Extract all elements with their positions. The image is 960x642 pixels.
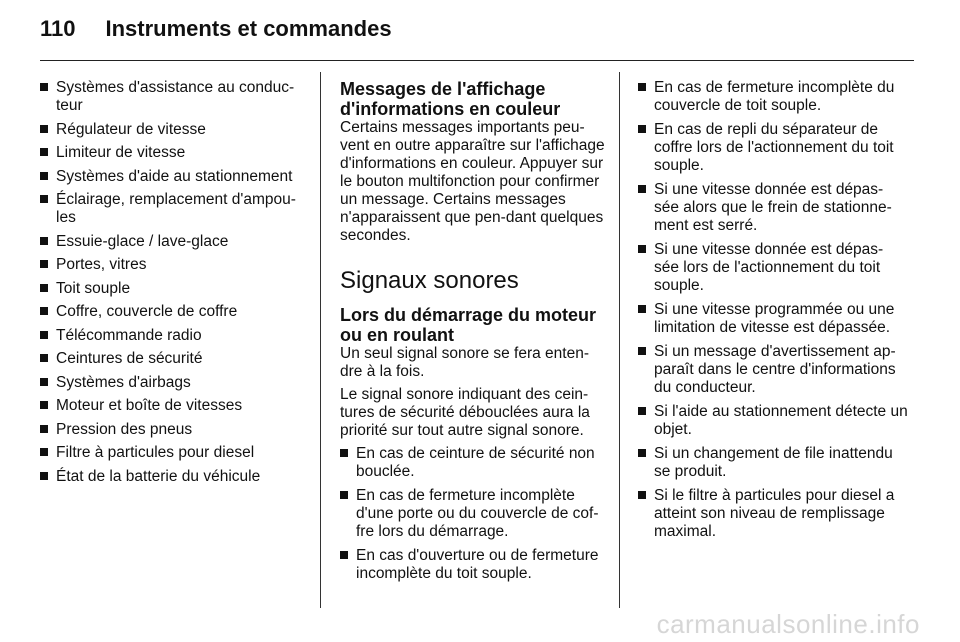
list-item: En cas de fermeture incomplète d'une porte ou du couvercle de cof-fre lors du démarrage. <box>340 487 606 541</box>
bullet-icon <box>40 472 48 480</box>
bullet-icon <box>40 148 48 156</box>
list-item: En cas de ceinture de sécurité non bouclée. <box>340 445 606 481</box>
bullet-icon <box>40 448 48 456</box>
signal-list <box>638 79 908 541</box>
list-item: Si une vitesse donnée est dépas-sée alors que le frein de stationne-ment est serré. <box>638 181 908 235</box>
list-item: Si une vitesse donnée est dépas-sée lors de l'actionnement du toit souple. <box>638 241 908 295</box>
list-item: Systèmes d'assistance au conduc-teur <box>40 79 308 115</box>
column-divider <box>320 72 321 608</box>
list-item: Moteur et boîte de vitesses <box>40 397 308 415</box>
list-item: Télécommande radio <box>40 327 308 345</box>
list-item: État de la batterie du véhicule <box>40 468 308 486</box>
bullet-icon <box>40 125 48 133</box>
section-heading: Messages de l'affichage d'informations en couleur <box>340 79 561 119</box>
bullet-icon <box>40 195 48 203</box>
bullet-icon <box>40 354 48 362</box>
bullet-icon <box>638 407 646 415</box>
list-item: Si l'aide au stationnement détecte un objet. <box>638 403 908 439</box>
bullet-icon <box>638 305 646 313</box>
list-item: Toit souple <box>40 280 308 298</box>
section-title: Signaux sonores <box>340 267 519 294</box>
list-item: Limiteur de vitesse <box>40 144 308 162</box>
bullet-icon <box>340 551 348 559</box>
list-item: Ceintures de sécurité <box>40 350 308 368</box>
list-item: En cas de repli du séparateur de coffre lors de l'actionnement du toit souple. <box>638 121 908 175</box>
page-header <box>40 16 392 48</box>
bullet-icon <box>638 449 646 457</box>
bullet-icon <box>40 172 48 180</box>
bullet-icon <box>638 125 646 133</box>
bullet-icon <box>638 347 646 355</box>
bullet-icon <box>40 307 48 315</box>
bullet-icon <box>40 425 48 433</box>
bullet-icon <box>40 260 48 268</box>
list-item: Coffre, couvercle de coffre <box>40 303 308 321</box>
bullet-icon <box>638 491 646 499</box>
bullet-icon <box>40 237 48 245</box>
bullet-icon <box>40 331 48 339</box>
list-item: Régulateur de vitesse <box>40 121 308 139</box>
list-item: En cas d'ouverture ou de fermeture incomplète du toit souple. <box>340 547 606 583</box>
list-item: Si le filtre à particules pour diesel a atteint son niveau de remplissage maximal. <box>638 487 908 541</box>
bullet-icon <box>40 284 48 292</box>
signal-list <box>340 445 606 583</box>
list-item: Éclairage, remplacement d'ampou-les <box>40 191 308 227</box>
bullet-icon <box>40 401 48 409</box>
bullet-icon <box>340 491 348 499</box>
column-2 <box>340 79 606 589</box>
page-number: 110 <box>40 16 76 41</box>
bullet-icon <box>638 83 646 91</box>
page-title: Instruments et commandes <box>105 16 392 41</box>
paragraph: Certains messages importants peu-vent en outre apparaître sur l'affichage d'informations en couleur. Appuyer sur le bouton multifonction pour confirmer un message. Certains messages n'apparaissent que pen-dant quelques secondes. <box>340 119 605 244</box>
list-item: Si une vitesse programmée ou une limitation de vitesse est dépassée. <box>638 301 908 337</box>
list-item: Si un changement de file inattendu se produit. <box>638 445 908 481</box>
paragraph: Le signal sonore indiquant des cein-tures de sécurité débouclées aura la priorité sur tout autre signal sonore. <box>340 386 590 439</box>
bullet-icon <box>40 378 48 386</box>
list-item: Si un message d'avertissement ap-paraît dans le centre d'informations du conducteur. <box>638 343 908 397</box>
bullet-icon <box>638 245 646 253</box>
paragraph: Un seul signal sonore se fera enten-dre à la fois. <box>340 345 590 380</box>
topic-list <box>40 79 308 486</box>
bullet-icon <box>638 185 646 193</box>
column-1 <box>40 79 308 491</box>
list-item: Systèmes d'airbags <box>40 374 308 392</box>
bullet-icon <box>40 83 48 91</box>
header-divider <box>40 60 914 61</box>
subsection-heading: Lors du démarrage du moteur ou en roulant <box>340 305 597 345</box>
bullet-icon <box>340 449 348 457</box>
list-item: Systèmes d'aide au stationnement <box>40 168 308 186</box>
list-item: Portes, vitres <box>40 256 308 274</box>
list-item: Filtre à particules pour diesel <box>40 444 308 462</box>
column-3 <box>638 79 908 547</box>
list-item: Essuie-glace / lave-glace <box>40 233 308 251</box>
list-item: Pression des pneus <box>40 421 308 439</box>
watermark: carmanualsonline.info <box>656 609 920 639</box>
list-item: En cas de fermeture incomplète du couvercle de toit souple. <box>638 79 908 115</box>
column-divider <box>619 72 620 608</box>
